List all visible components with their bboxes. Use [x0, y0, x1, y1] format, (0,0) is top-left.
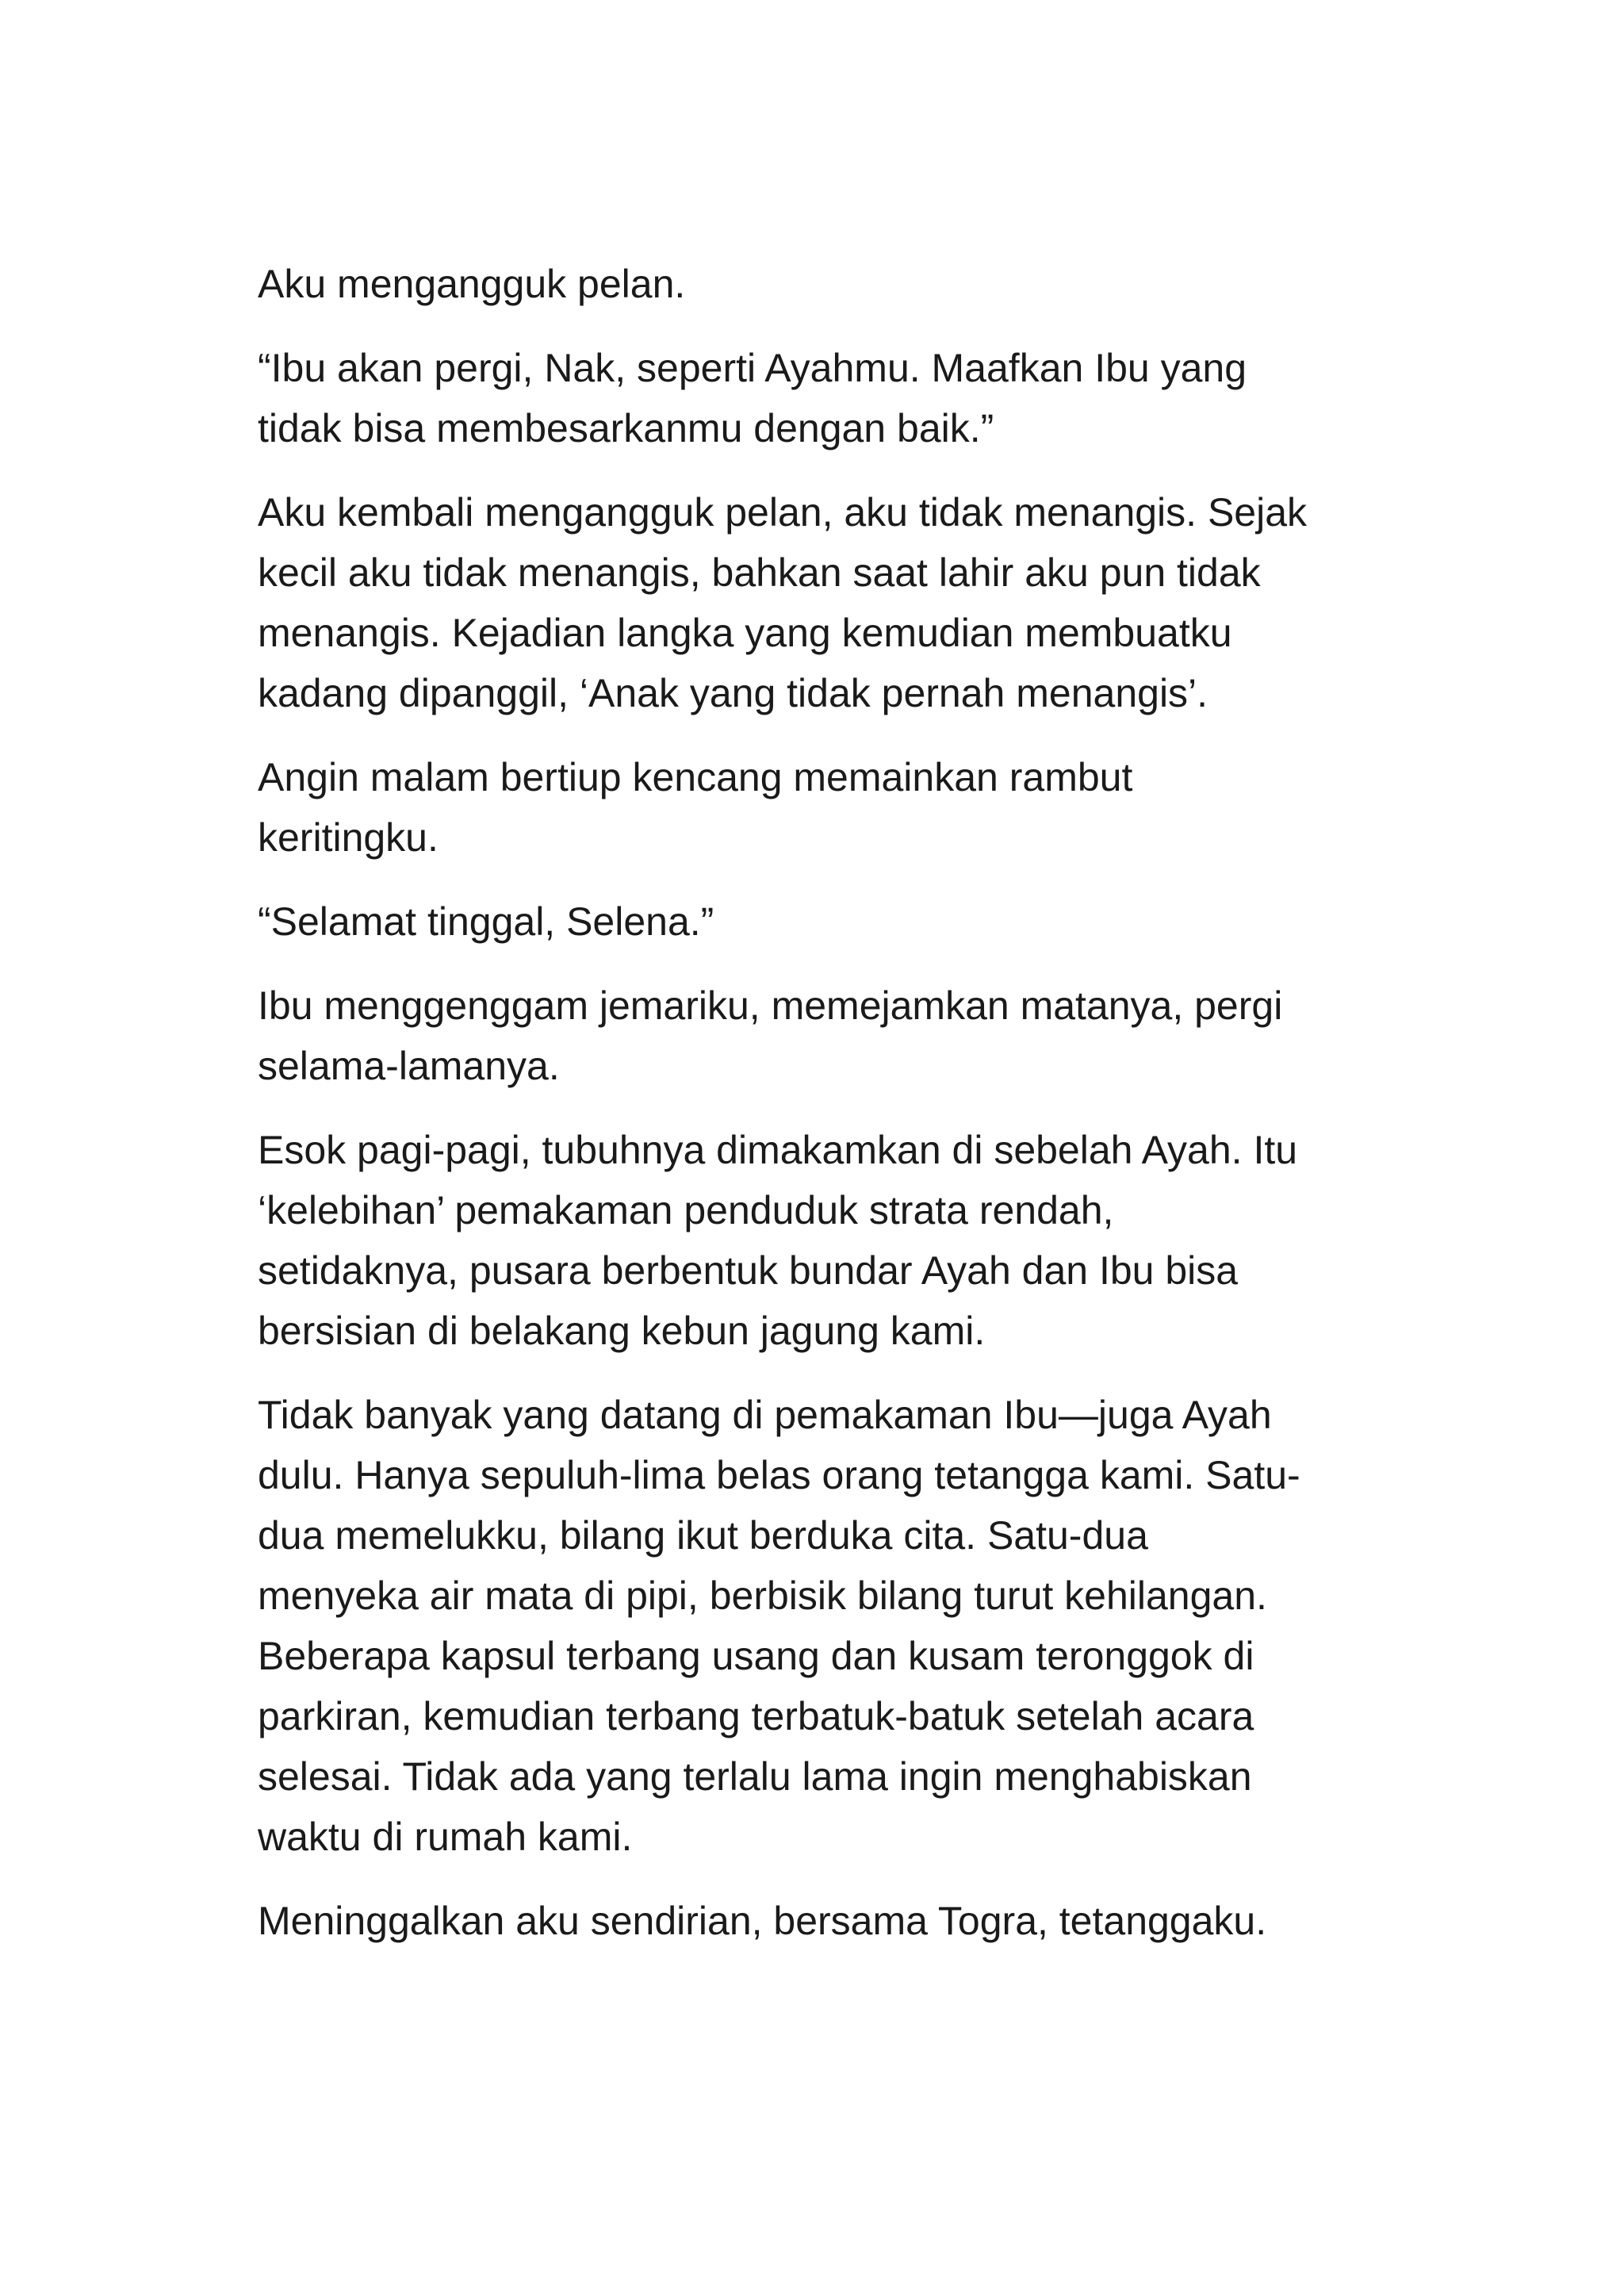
text-line: Esok pagi-pagi, tubuhnya dimakamkan di sebelah Ayah. Itu — [258, 1128, 1298, 1172]
text-line: Beberapa kapsul terbang usang dan kusam teronggok di — [258, 1634, 1254, 1678]
text-line: bersisian di belakang kebun jagung kami. — [258, 1309, 986, 1353]
text-line: tidak bisa membesarkanmu dengan baik.” — [258, 406, 994, 450]
text-line: Aku kembali mengangguk pelan, aku tidak menangis. Sejak — [258, 490, 1308, 535]
paragraph-8 — [258, 1385, 1384, 1867]
paragraph-1 — [258, 254, 1384, 314]
text-line: Tidak banyak yang datang di pemakaman Ibu—juga Ayah — [258, 1393, 1272, 1437]
text-line: “Ibu akan pergi, Nak, seperti Ayahmu. Maafkan Ibu yang — [258, 346, 1247, 390]
text-line: menangis. Kejadian langka yang kemudian membuatku — [258, 611, 1232, 655]
text-line: Ibu menggenggam jemariku, memejamkan matanya, pergi — [258, 983, 1283, 1028]
text-line: keritingku. — [258, 815, 439, 860]
text-line: ‘kelebihan’ pemakaman penduduk strata rendah, — [258, 1188, 1114, 1232]
text-line: parkiran, kemudian terbang terbatuk-batuk setelah acara — [258, 1694, 1254, 1738]
text-line: Meninggalkan aku sendirian, bersama Togra, tetanggaku. — [258, 1899, 1267, 1943]
paragraph-7 — [258, 1120, 1384, 1361]
text-line: dua memelukku, bilang ikut berduka cita. Satu-dua — [258, 1513, 1148, 1558]
paragraph-3 — [258, 482, 1384, 723]
paragraph-2 — [258, 338, 1384, 458]
text-line: selesai. Tidak ada yang terlalu lama ingin menghabiskan — [258, 1754, 1252, 1799]
paragraph-9 — [258, 1891, 1384, 1951]
text-line: kecil aku tidak menangis, bahkan saat lahir aku pun tidak — [258, 550, 1261, 595]
paragraph-6 — [258, 976, 1384, 1096]
text-line: selama-lamanya. — [258, 1044, 560, 1088]
text-line: “Selamat tinggal, Selena.” — [258, 899, 714, 944]
paragraph-4 — [258, 747, 1384, 868]
paragraph-5 — [258, 891, 1384, 952]
text-line: kadang dipanggil, ‘Anak yang tidak pernah menangis’. — [258, 671, 1208, 715]
text-line: Aku mengangguk pelan. — [258, 262, 686, 306]
text-line: setidaknya, pusara berbentuk bundar Ayah dan Ibu bisa — [258, 1248, 1239, 1293]
text-line: waktu di rumah kami. — [258, 1815, 633, 1859]
text-line: dulu. Hanya sepuluh-lima belas orang tetangga kami. Satu- — [258, 1453, 1300, 1497]
body-text — [258, 254, 1384, 1975]
text-line: menyeka air mata di pipi, berbisik bilang turut kehilangan. — [258, 1573, 1267, 1618]
text-line: Angin malam bertiup kencang memainkan rambut — [258, 755, 1133, 799]
